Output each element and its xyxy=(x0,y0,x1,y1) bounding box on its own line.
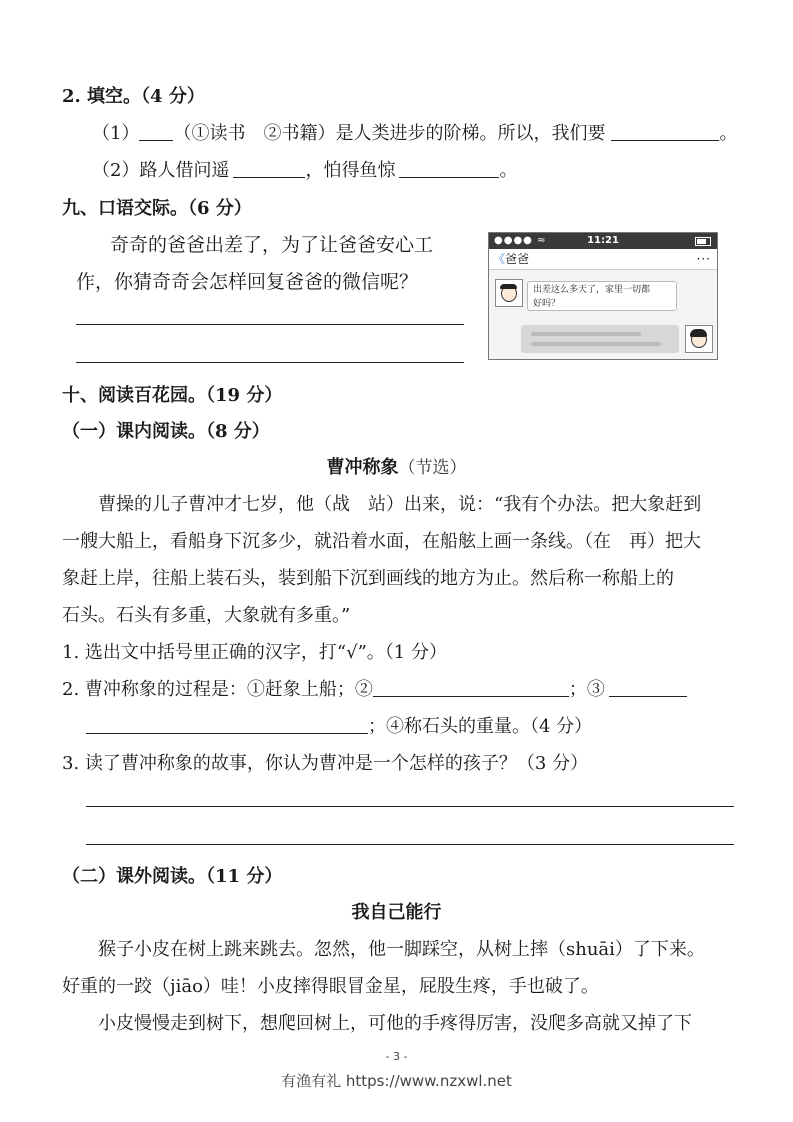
dad-message-line1: 出差这么多天了，家里一切都 xyxy=(533,285,651,295)
q2-blank-3[interactable] xyxy=(233,159,305,178)
signal-icon: ●●●● ≈ xyxy=(494,235,547,246)
wechat-screenshot xyxy=(488,232,718,360)
q2-line1-end: 。 xyxy=(719,123,738,144)
dad-message-bubble xyxy=(527,281,677,311)
s9-prompt-line1: 奇奇的爸爸出差了，为了让爸爸安心工 xyxy=(110,234,434,256)
s9-prompt-line2: 作，你猜奇奇会怎样回复爸爸的微信呢？ xyxy=(76,271,419,293)
part2-para-line3: 小皮慢慢走到树下，想爬回树上，可他的手疼得厉害，没爬多高就又掉了下 xyxy=(98,1013,692,1034)
part2-heading: （二）课外阅读。（11 分） xyxy=(62,866,283,887)
q2-line2-text-b: ，怕得鱼惊 xyxy=(305,160,396,181)
part2-title: 我自己能行 xyxy=(351,902,442,923)
watermark: 有渔有礼 https://www.nzxwl.net xyxy=(281,1072,512,1090)
part1-q2-text: 2. 曹冲称象的过程是：①赶象上船；② xyxy=(62,679,373,700)
part1-title-note: （节选） xyxy=(398,458,467,478)
s9-answer-line-1[interactable] xyxy=(76,324,464,325)
s10-heading: 十、阅读百花园。（19 分） xyxy=(62,385,283,406)
part1-q2-blank-3a[interactable] xyxy=(609,678,687,697)
more-icon: ··· xyxy=(696,252,711,266)
part1-q2-end: ；④称石头的重量。（4 分） xyxy=(368,716,593,737)
part1-para-line1: 曹操的儿子曹冲才七岁，他（战 站）出来，说：“我有个办法。把大象赶到 xyxy=(98,494,702,515)
phone-time: 11:21 xyxy=(587,235,619,246)
s9-heading: 九、口语交际。（6 分） xyxy=(62,198,252,219)
qiqi-reply-bubble xyxy=(521,325,679,353)
q2-line1 xyxy=(92,121,737,147)
q2-blank-4[interactable] xyxy=(399,159,499,178)
dad-message-line2: 好吗？ xyxy=(533,299,561,309)
part1-q2 xyxy=(62,677,687,703)
q2-line2-end: 。 xyxy=(499,160,518,181)
q2-line1-prefix: （1） xyxy=(92,123,140,144)
part1-heading: （一）课内阅读。（8 分） xyxy=(62,421,270,442)
part1-q2-cont xyxy=(86,714,592,740)
part1-q2-blank-2[interactable] xyxy=(373,678,569,697)
chat-contact-name: 爸爸 xyxy=(505,252,530,266)
page-number: - 3 - xyxy=(385,1050,408,1063)
part1-title-text: 曹冲称象 xyxy=(326,457,399,478)
q2-line2-text-a: （2）路人借问遥 xyxy=(92,160,230,181)
part1-q3-answer-line-1[interactable] xyxy=(86,806,734,807)
part1-q1: 1. 选出文中括号里正确的汉字，打“√”。（1 分） xyxy=(62,642,447,663)
chat-header xyxy=(489,249,717,270)
part1-para-line2: 一艘大船上，看船身下沉多少，就沿着水面，在船舷上画一条线。（在 再）把大 xyxy=(62,531,701,552)
q2-line2 xyxy=(92,158,517,184)
part2-para-line2: 好重的一跤（jiāo）哇！小皮摔得眼冒金星，屁股生疼，手也破了。 xyxy=(62,976,599,997)
part1-title xyxy=(0,455,793,481)
part1-q3-answer-line-2[interactable] xyxy=(86,844,734,845)
qiqi-avatar xyxy=(685,325,713,353)
dad-avatar xyxy=(495,279,523,307)
back-arrow-icon: 《 xyxy=(493,252,506,266)
s9-answer-line-2[interactable] xyxy=(76,362,464,363)
part1-para-line3: 象赶上岸，往船上装石头，装到船下沉到画线的地方为止。然后称一称船上的 xyxy=(62,568,674,589)
q2-line1-text: （①读书 ②书籍）是人类进步的阶梯。所以，我们要 xyxy=(173,123,606,144)
part2-para-line1: 猴子小皮在树上跳来跳去。忽然，他一脚踩空，从树上摔（shuāi）了下来。 xyxy=(98,939,705,960)
q2-blank-1[interactable] xyxy=(139,122,173,141)
battery-icon xyxy=(695,237,711,246)
phone-status-bar xyxy=(489,233,717,249)
part1-q2-sep: ；③ xyxy=(568,679,605,700)
q2-heading: 2. 填空。（4 分） xyxy=(62,86,205,107)
part1-q3: 3. 读了曹冲称象的故事，你认为曹冲是一个怎样的孩子？（3 分） xyxy=(62,753,589,774)
part1-q2-blank-3b[interactable] xyxy=(86,715,368,734)
part1-para-line4: 石头。石头有多重，大象就有多重。” xyxy=(62,605,351,626)
q2-blank-2[interactable] xyxy=(611,122,719,141)
